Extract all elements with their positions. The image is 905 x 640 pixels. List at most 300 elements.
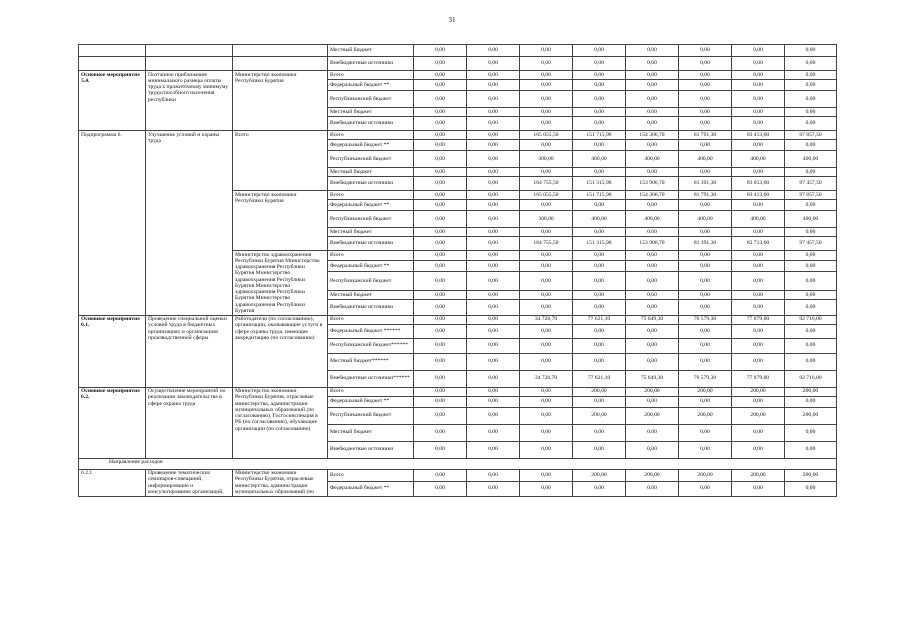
table-row bbox=[79, 45, 837, 57]
amount-cell: 0,00 bbox=[626, 168, 679, 177]
amount-cell: 0,00 bbox=[467, 71, 520, 80]
amount-cell: 83 413,60 bbox=[732, 131, 785, 140]
funding-source-cell: Внебюджетные источники bbox=[328, 177, 414, 191]
amount-cell: 154 306,70 bbox=[626, 131, 679, 140]
amount-cell: 0,00 bbox=[785, 260, 837, 272]
program-name-cell: Улучшение условий и охраны труда bbox=[146, 131, 233, 316]
amount-cell: 200,00 bbox=[732, 407, 785, 424]
amount-cell: 0,00 bbox=[573, 481, 626, 496]
amount-cell: 0,00 bbox=[414, 387, 467, 396]
amount-cell: 0,00 bbox=[626, 251, 679, 261]
amount-cell: 0,00 bbox=[573, 91, 626, 108]
amount-cell: 0,00 bbox=[785, 57, 837, 71]
amount-cell: 400,00 bbox=[785, 151, 837, 168]
amount-cell: 0,00 bbox=[785, 424, 837, 441]
amount-cell: 0,00 bbox=[520, 71, 573, 80]
amount-cell: 0,00 bbox=[626, 80, 679, 91]
measure-label-cell: Основное мероприятие 6.2. bbox=[79, 387, 146, 458]
amount-cell: 0,00 bbox=[414, 57, 467, 71]
funding-source-cell: Федеральный бюджет ** bbox=[328, 260, 414, 272]
funding-source-cell: Республиканский бюджет bbox=[328, 211, 414, 228]
amount-cell: 0,00 bbox=[626, 324, 679, 338]
amount-cell: 0,00 bbox=[679, 228, 732, 237]
amount-cell: 0,00 bbox=[732, 441, 785, 458]
amount-cell: 400,00 bbox=[626, 151, 679, 168]
funding-source-cell: Федеральный бюджет ****** bbox=[328, 324, 414, 338]
amount-cell: 0,00 bbox=[467, 300, 520, 315]
amount-cell: 0,00 bbox=[467, 57, 520, 71]
amount-cell: 0,00 bbox=[732, 260, 785, 272]
amount-cell: 151 715,90 bbox=[573, 131, 626, 140]
amount-cell: 0,00 bbox=[414, 396, 467, 407]
amount-cell: 0,00 bbox=[414, 441, 467, 458]
amount-cell: 0,00 bbox=[520, 80, 573, 91]
table-row bbox=[79, 315, 837, 324]
amount-cell: 0,00 bbox=[679, 251, 732, 261]
amount-cell: 0,00 bbox=[679, 481, 732, 496]
amount-cell: 0,00 bbox=[573, 200, 626, 211]
amount-cell: 0,00 bbox=[626, 71, 679, 80]
amount-cell: 0,00 bbox=[573, 300, 626, 315]
amount-cell: 0,00 bbox=[626, 117, 679, 131]
amount-cell: 0,00 bbox=[679, 272, 732, 290]
amount-cell: 0,00 bbox=[520, 407, 573, 424]
amount-cell: 0,00 bbox=[573, 396, 626, 407]
amount-cell: 0,00 bbox=[573, 168, 626, 177]
funding-source-cell: Республиканский бюджет****** bbox=[328, 338, 414, 353]
amount-cell: 0,00 bbox=[414, 469, 467, 481]
budget-table bbox=[78, 44, 837, 497]
amount-cell: 200,00 bbox=[573, 407, 626, 424]
amount-cell: 0,00 bbox=[467, 353, 520, 370]
amount-cell: 165 055,50 bbox=[520, 131, 573, 140]
amount-cell: 97 457,50 bbox=[785, 177, 837, 191]
amount-cell: 77 879,00 bbox=[732, 370, 785, 387]
funding-source-cell: Республиканский бюджет bbox=[328, 407, 414, 424]
funding-source-cell: Местный бюджет bbox=[328, 290, 414, 300]
amount-cell: 0,00 bbox=[414, 315, 467, 324]
amount-cell: 97 457,50 bbox=[785, 237, 837, 251]
amount-cell: 0,00 bbox=[679, 200, 732, 211]
amount-cell: 200,00 bbox=[626, 469, 679, 481]
amount-cell: 153 906,70 bbox=[626, 237, 679, 251]
amount-cell: 0,00 bbox=[732, 251, 785, 261]
amount-cell: 0,00 bbox=[573, 45, 626, 57]
amount-cell: 0,00 bbox=[414, 370, 467, 387]
amount-cell: 0,00 bbox=[520, 424, 573, 441]
amount-cell: 0,00 bbox=[520, 91, 573, 108]
amount-cell: 0,00 bbox=[679, 260, 732, 272]
amount-cell: 0,00 bbox=[626, 45, 679, 57]
amount-cell: 92 716,00 bbox=[785, 315, 837, 324]
amount-cell: 0,00 bbox=[414, 45, 467, 57]
amount-cell: 0,00 bbox=[626, 424, 679, 441]
amount-cell: 0,00 bbox=[785, 80, 837, 91]
amount-cell: 0,00 bbox=[414, 407, 467, 424]
amount-cell: 82 713,60 bbox=[732, 237, 785, 251]
item-label-cell: 6.2.1 bbox=[79, 469, 146, 496]
measure-label-cell: Основное мероприятие 5.4. bbox=[79, 71, 146, 131]
amount-cell: 0,00 bbox=[520, 324, 573, 338]
amount-cell: 0,00 bbox=[573, 140, 626, 151]
table-row bbox=[79, 57, 837, 71]
amount-cell: 0,00 bbox=[520, 45, 573, 57]
amount-cell: 0,00 bbox=[467, 407, 520, 424]
amount-cell: 0,00 bbox=[679, 117, 732, 131]
amount-cell: 165 055,50 bbox=[520, 191, 573, 200]
amount-cell: 0,00 bbox=[626, 228, 679, 237]
amount-cell: 0,00 bbox=[573, 80, 626, 91]
amount-cell: 0,00 bbox=[467, 131, 520, 140]
amount-cell: 0,00 bbox=[626, 353, 679, 370]
amount-cell: 83 413,60 bbox=[732, 191, 785, 200]
amount-cell: 164 755,50 bbox=[520, 237, 573, 251]
amount-cell: 200,00 bbox=[785, 407, 837, 424]
amount-cell: 0,00 bbox=[414, 140, 467, 151]
executor-cell: Министерство здравоохранения Республики Бурятия Министерство здравоохранения Республики Бурятия Министерство здравоохранения Республики Бурятия Министерство здравоохранения Республики Бурятия Министерство здравоохранения Республики Бурятия bbox=[233, 251, 328, 316]
funding-source-cell: Всего bbox=[328, 191, 414, 200]
amount-cell: 0,00 bbox=[732, 108, 785, 117]
amount-cell: 0,00 bbox=[467, 251, 520, 261]
amount-cell: 0,00 bbox=[520, 387, 573, 396]
amount-cell: 151 715,90 bbox=[573, 191, 626, 200]
amount-cell: 0,00 bbox=[520, 57, 573, 71]
amount-cell: 400,00 bbox=[732, 211, 785, 228]
amount-cell: 400,00 bbox=[573, 211, 626, 228]
amount-cell: 200,00 bbox=[679, 407, 732, 424]
amount-cell: 0,00 bbox=[785, 441, 837, 458]
amount-cell: 0,00 bbox=[414, 481, 467, 496]
amount-cell: 0,00 bbox=[679, 168, 732, 177]
amount-cell: 0,00 bbox=[573, 108, 626, 117]
amount-cell: 400,00 bbox=[679, 211, 732, 228]
amount-cell: 0,00 bbox=[467, 424, 520, 441]
funding-source-cell: Всего bbox=[328, 469, 414, 481]
amount-cell: 0,00 bbox=[626, 338, 679, 353]
funding-source-cell: Федеральный бюджет ** bbox=[328, 396, 414, 407]
amount-cell: 0,00 bbox=[732, 168, 785, 177]
amount-cell: 0,00 bbox=[679, 441, 732, 458]
executor-cell: Всего bbox=[233, 131, 328, 191]
amount-cell: 75 649,30 bbox=[626, 315, 679, 324]
amount-cell: 0,00 bbox=[785, 200, 837, 211]
amount-cell: 0,00 bbox=[573, 424, 626, 441]
amount-cell: 0,00 bbox=[467, 151, 520, 168]
amount-cell: 0,00 bbox=[414, 324, 467, 338]
amount-cell: 0,00 bbox=[679, 300, 732, 315]
executor-cell bbox=[233, 57, 328, 71]
executor-cell: Работодатели (по согласованию), организации, оказывающие услуги в сфере охраны труда, имеющие аккредитацию (по согласованию) bbox=[233, 315, 328, 387]
amount-cell: 0,00 bbox=[732, 140, 785, 151]
amount-cell: 0,00 bbox=[785, 117, 837, 131]
amount-cell: 0,00 bbox=[414, 117, 467, 131]
amount-cell: 0,00 bbox=[467, 45, 520, 57]
amount-cell: 0,00 bbox=[520, 469, 573, 481]
amount-cell: 0,00 bbox=[679, 91, 732, 108]
amount-cell: 0,00 bbox=[732, 200, 785, 211]
amount-cell: 0,00 bbox=[732, 45, 785, 57]
table-row bbox=[79, 131, 837, 140]
amount-cell: 151 315,90 bbox=[573, 177, 626, 191]
amount-cell: 0,00 bbox=[785, 396, 837, 407]
amount-cell: 0,00 bbox=[679, 324, 732, 338]
amount-cell: 0,00 bbox=[573, 441, 626, 458]
amount-cell: 81 391,30 bbox=[679, 237, 732, 251]
amount-cell: 83 013,60 bbox=[732, 177, 785, 191]
funding-source-cell: Республиканский бюджет bbox=[328, 272, 414, 290]
label-cell bbox=[79, 57, 146, 71]
amount-cell: 0,00 bbox=[414, 290, 467, 300]
amount-cell: 0,00 bbox=[679, 353, 732, 370]
amount-cell: 0,00 bbox=[785, 353, 837, 370]
amount-cell: 0,00 bbox=[414, 151, 467, 168]
amount-cell: 97 857,50 bbox=[785, 191, 837, 200]
measure-name-cell: Проведение специальной оценки условий труда в бюджетных организациях и организациях производственной сферы bbox=[146, 315, 233, 387]
amount-cell: 0,00 bbox=[520, 108, 573, 117]
amount-cell: 81 791,30 bbox=[679, 191, 732, 200]
amount-cell: 0,00 bbox=[414, 211, 467, 228]
amount-cell: 0,00 bbox=[467, 168, 520, 177]
amount-cell: 0,00 bbox=[520, 140, 573, 151]
amount-cell: 0,00 bbox=[785, 140, 837, 151]
amount-cell: 0,00 bbox=[732, 272, 785, 290]
amount-cell: 0,00 bbox=[520, 353, 573, 370]
amount-cell: 0,00 bbox=[679, 57, 732, 71]
funding-source-cell: Всего bbox=[328, 387, 414, 396]
funding-source-cell: Федеральный бюджет ** bbox=[328, 80, 414, 91]
page-number: 31 bbox=[448, 16, 456, 24]
amount-cell: 0,00 bbox=[573, 57, 626, 71]
amount-cell: 0,00 bbox=[520, 168, 573, 177]
amount-cell: 200,00 bbox=[679, 387, 732, 396]
amount-cell: 0,00 bbox=[679, 338, 732, 353]
amount-cell: 400,00 bbox=[785, 211, 837, 228]
executor-cell bbox=[233, 45, 328, 57]
amount-cell: 0,00 bbox=[467, 108, 520, 117]
amount-cell: 0,00 bbox=[414, 131, 467, 140]
item-name-cell: Проведение тематических семинаров-совещаний, информирование и консультирование организаций, bbox=[146, 469, 233, 496]
amount-cell: 0,00 bbox=[626, 200, 679, 211]
amount-cell: 0,00 bbox=[414, 272, 467, 290]
amount-cell: 0,00 bbox=[467, 191, 520, 200]
amount-cell: 0,00 bbox=[414, 300, 467, 315]
funding-source-cell: Федеральный бюджет ** bbox=[328, 481, 414, 496]
amount-cell: 0,00 bbox=[626, 140, 679, 151]
table-row bbox=[79, 387, 837, 396]
amount-cell: 0,00 bbox=[732, 117, 785, 131]
table-row bbox=[79, 469, 837, 481]
amount-cell: 0,00 bbox=[467, 396, 520, 407]
amount-cell: 0,00 bbox=[785, 71, 837, 80]
table-row bbox=[79, 458, 837, 469]
amount-cell: 0,00 bbox=[520, 260, 573, 272]
amount-cell: 77 621,10 bbox=[573, 370, 626, 387]
amount-cell: 0,00 bbox=[573, 324, 626, 338]
amount-cell: 0,00 bbox=[573, 272, 626, 290]
amount-cell: 0,00 bbox=[732, 324, 785, 338]
amount-cell: 0,00 bbox=[732, 300, 785, 315]
executor-cell: Министерство экономики Республики Бурятия bbox=[233, 191, 328, 251]
amount-cell: 0,00 bbox=[414, 91, 467, 108]
funding-source-cell: Всего bbox=[328, 251, 414, 261]
amount-cell: 153 906,70 bbox=[626, 177, 679, 191]
table-row bbox=[79, 71, 837, 80]
amount-cell: 92 716,00 bbox=[785, 370, 837, 387]
amount-cell: 0,00 bbox=[467, 441, 520, 458]
amount-cell: 0,00 bbox=[732, 228, 785, 237]
funding-source-cell: Федеральный бюджет ** bbox=[328, 200, 414, 211]
section-heading: Направление расходов bbox=[79, 458, 837, 469]
amount-cell: 0,00 bbox=[785, 300, 837, 315]
funding-source-cell: Внебюджетные источники bbox=[328, 117, 414, 131]
funding-source-cell: Местный бюджет bbox=[328, 168, 414, 177]
amount-cell: 0,00 bbox=[785, 272, 837, 290]
amount-cell: 0,00 bbox=[414, 260, 467, 272]
funding-source-cell: Всего bbox=[328, 131, 414, 140]
amount-cell: 0,00 bbox=[626, 481, 679, 496]
amount-cell: 0,00 bbox=[732, 290, 785, 300]
amount-cell: 200,00 bbox=[626, 407, 679, 424]
amount-cell: 300,00 bbox=[520, 211, 573, 228]
amount-cell: 0,00 bbox=[520, 441, 573, 458]
amount-cell: 0,00 bbox=[467, 387, 520, 396]
executor-cell: Министерство экономики Республики Бурятия, отраслевые министерства, администрации муниципальных образований (по согласованию), Госгосинспекция в РБ (по согласованию), обучающие организации (по согласованию) bbox=[233, 387, 328, 458]
amount-cell: 0,00 bbox=[785, 290, 837, 300]
funding-source-cell: Местный бюджет bbox=[328, 108, 414, 117]
amount-cell: 200,00 bbox=[573, 387, 626, 396]
amount-cell: 0,00 bbox=[520, 272, 573, 290]
amount-cell: 0,00 bbox=[732, 80, 785, 91]
amount-cell: 0,00 bbox=[732, 71, 785, 80]
amount-cell: 0,00 bbox=[414, 80, 467, 91]
amount-cell: 0,00 bbox=[414, 338, 467, 353]
amount-cell: 200,00 bbox=[785, 387, 837, 396]
amount-cell: 0,00 bbox=[785, 91, 837, 108]
amount-cell: 76 579,30 bbox=[679, 370, 732, 387]
program-label-cell: Подпрограмма 6. bbox=[79, 131, 146, 316]
amount-cell: 0,00 bbox=[573, 71, 626, 80]
funding-source-cell: Федеральный бюджет ** bbox=[328, 140, 414, 151]
amount-cell: 0,00 bbox=[467, 140, 520, 151]
funding-source-cell: Местный бюджет bbox=[328, 424, 414, 441]
amount-cell: 154 306,70 bbox=[626, 191, 679, 200]
amount-cell: 0,00 bbox=[414, 191, 467, 200]
amount-cell: 0,00 bbox=[626, 441, 679, 458]
amount-cell: 81 791,30 bbox=[679, 131, 732, 140]
amount-cell: 0,00 bbox=[414, 424, 467, 441]
amount-cell: 0,00 bbox=[520, 251, 573, 261]
amount-cell: 0,00 bbox=[785, 251, 837, 261]
amount-cell: 0,00 bbox=[626, 272, 679, 290]
funding-source-cell: Местный бюджет****** bbox=[328, 353, 414, 370]
amount-cell: 0,00 bbox=[520, 290, 573, 300]
funding-source-cell: Внебюджетные источники****** bbox=[328, 370, 414, 387]
amount-cell: 0,00 bbox=[785, 481, 837, 496]
amount-cell: 0,00 bbox=[785, 108, 837, 117]
amount-cell: 0,00 bbox=[414, 108, 467, 117]
amount-cell: 0,00 bbox=[520, 300, 573, 315]
amount-cell: 75 649,30 bbox=[626, 370, 679, 387]
amount-cell: 200,00 bbox=[785, 469, 837, 481]
funding-source-cell: Всего bbox=[328, 71, 414, 80]
amount-cell: 200,00 bbox=[732, 387, 785, 396]
amount-cell: 0,00 bbox=[414, 237, 467, 251]
amount-cell: 0,00 bbox=[467, 370, 520, 387]
amount-cell: 0,00 bbox=[573, 260, 626, 272]
funding-source-cell: Внебюджетные источники bbox=[328, 237, 414, 251]
amount-cell: 34 726,70 bbox=[520, 370, 573, 387]
amount-cell: 0,00 bbox=[467, 80, 520, 91]
amount-cell: 0,00 bbox=[732, 353, 785, 370]
amount-cell: 300,00 bbox=[520, 151, 573, 168]
name-cell bbox=[146, 57, 233, 71]
amount-cell: 0,00 bbox=[785, 228, 837, 237]
amount-cell: 0,00 bbox=[732, 57, 785, 71]
amount-cell: 0,00 bbox=[679, 140, 732, 151]
amount-cell: 200,00 bbox=[573, 469, 626, 481]
amount-cell: 0,00 bbox=[467, 290, 520, 300]
amount-cell: 0,00 bbox=[785, 168, 837, 177]
amount-cell: 0,00 bbox=[467, 481, 520, 496]
amount-cell: 0,00 bbox=[679, 108, 732, 117]
funding-source-cell: Внебюджетные источники bbox=[328, 300, 414, 315]
amount-cell: 0,00 bbox=[573, 290, 626, 300]
amount-cell: 200,00 bbox=[732, 469, 785, 481]
amount-cell: 0,00 bbox=[414, 228, 467, 237]
amount-cell: 0,00 bbox=[520, 338, 573, 353]
amount-cell: 0,00 bbox=[467, 228, 520, 237]
amount-cell: 400,00 bbox=[732, 151, 785, 168]
amount-cell: 0,00 bbox=[467, 338, 520, 353]
amount-cell: 0,00 bbox=[467, 117, 520, 131]
amount-cell: 200,00 bbox=[626, 387, 679, 396]
amount-cell: 164 755,50 bbox=[520, 177, 573, 191]
amount-cell: 0,00 bbox=[732, 481, 785, 496]
amount-cell: 0,00 bbox=[626, 300, 679, 315]
amount-cell: 0,00 bbox=[467, 324, 520, 338]
funding-source-cell: Внебюджетные источники bbox=[328, 441, 414, 458]
amount-cell: 0,00 bbox=[785, 324, 837, 338]
funding-source-cell: Местный бюджет bbox=[328, 45, 414, 57]
executor-cell: Министерство экономики Республики Бурятия bbox=[233, 71, 328, 131]
amount-cell: 0,00 bbox=[467, 211, 520, 228]
measure-name-cell: Осуществление мероприятий по реализации законодательства в сфере охраны труда bbox=[146, 387, 233, 458]
amount-cell: 0,00 bbox=[467, 469, 520, 481]
amount-cell: 0,00 bbox=[520, 200, 573, 211]
amount-cell: 0,00 bbox=[414, 71, 467, 80]
amount-cell: 0,00 bbox=[626, 260, 679, 272]
amount-cell: 0,00 bbox=[467, 272, 520, 290]
amount-cell: 0,00 bbox=[467, 177, 520, 191]
amount-cell: 0,00 bbox=[732, 91, 785, 108]
amount-cell: 400,00 bbox=[679, 151, 732, 168]
amount-cell: 0,00 bbox=[626, 91, 679, 108]
amount-cell: 0,00 bbox=[626, 290, 679, 300]
amount-cell: 400,00 bbox=[626, 211, 679, 228]
amount-cell: 0,00 bbox=[520, 228, 573, 237]
amount-cell: 0,00 bbox=[414, 177, 467, 191]
amount-cell: 0,00 bbox=[679, 45, 732, 57]
amount-cell: 200,00 bbox=[679, 469, 732, 481]
funding-source-cell: Местный бюджет bbox=[328, 228, 414, 237]
amount-cell: 81 391,30 bbox=[679, 177, 732, 191]
amount-cell: 0,00 bbox=[679, 71, 732, 80]
amount-cell: 0,00 bbox=[467, 315, 520, 324]
executor-cell: Министерство экономики Республики Бурятия, отраслевые министерства, администрации муниципальных образований (по bbox=[233, 469, 328, 496]
amount-cell: 77 621,10 bbox=[573, 315, 626, 324]
amount-cell: 0,00 bbox=[520, 396, 573, 407]
amount-cell: 0,00 bbox=[626, 396, 679, 407]
